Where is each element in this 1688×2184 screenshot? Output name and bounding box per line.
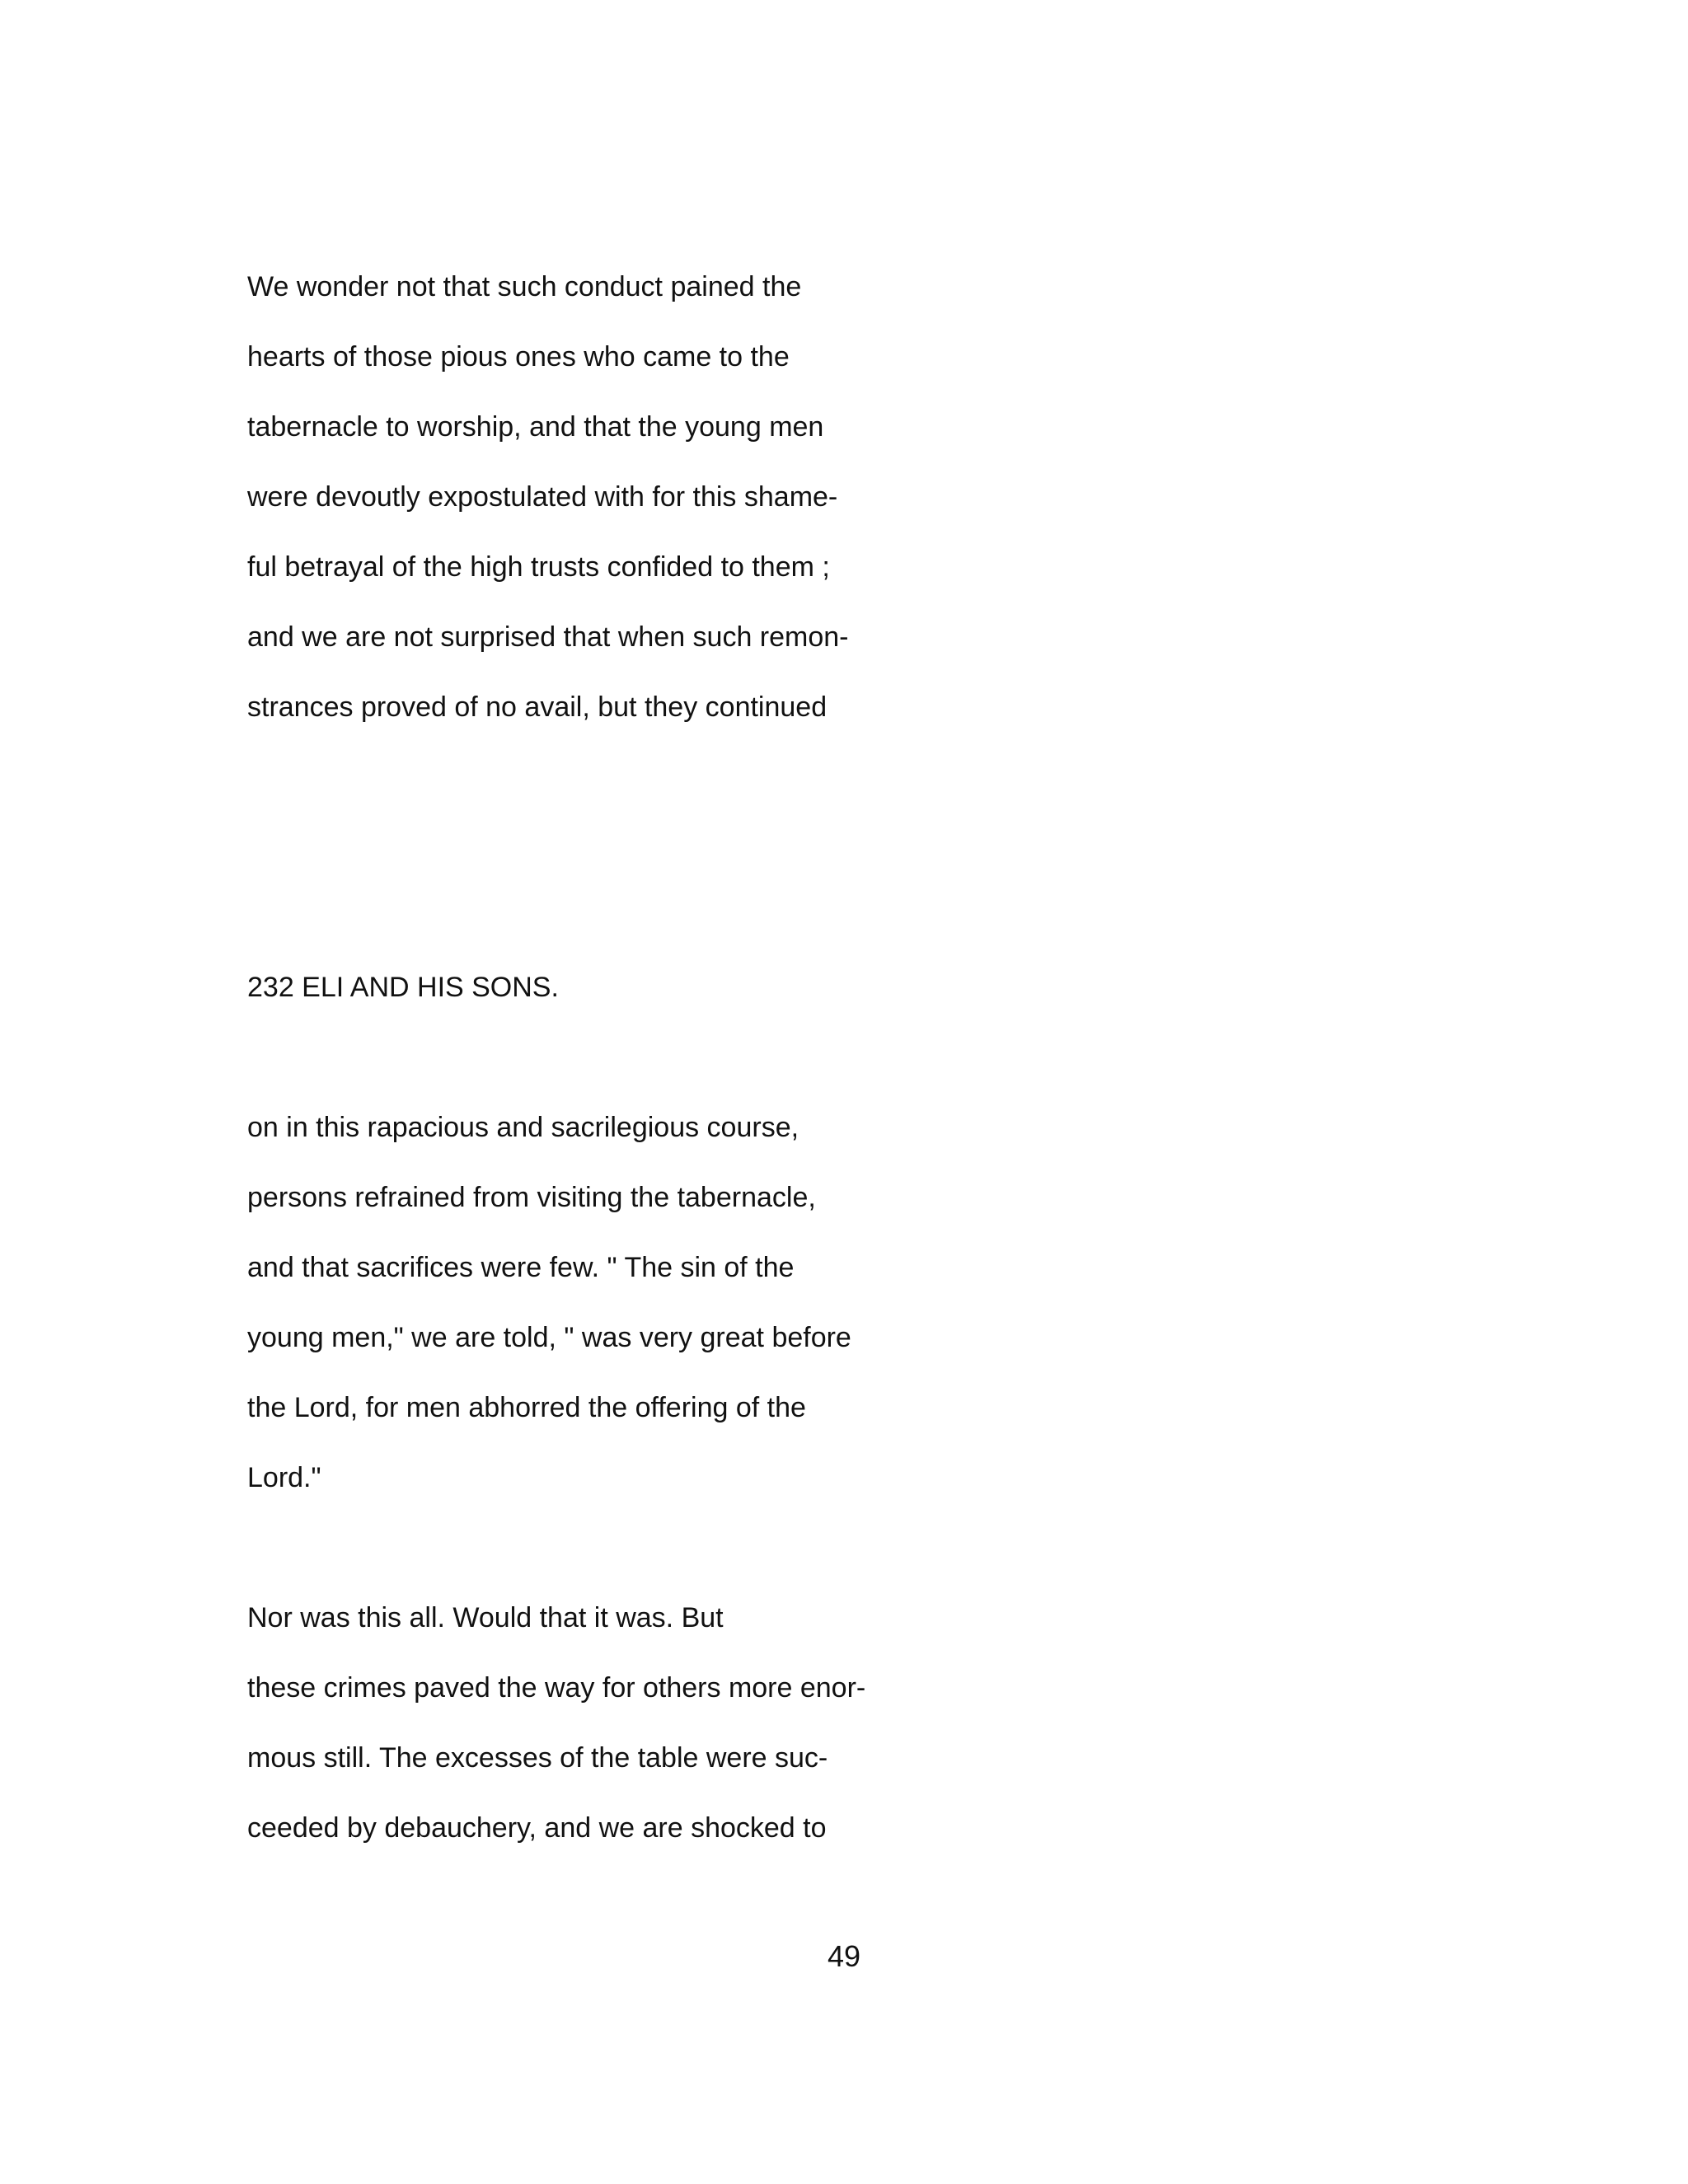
text-line: were devoutly expostulated with for this shame- (247, 481, 838, 513)
text-line: ceeded by debauchery, and we are shocked to (247, 1812, 827, 1844)
text-line: mous still. The excesses of the table were suc- (247, 1742, 828, 1774)
text-line: on in this rapacious and sacrilegious course, (247, 1112, 799, 1143)
text-line: Nor was this all. Would that it was. But (247, 1602, 724, 1633)
text-line: persons refrained from visiting the tabernacle, (247, 1182, 816, 1213)
running-header: 232 ELI AND HIS SONS. (247, 972, 559, 1003)
text-line: tabernacle to worship, and that the young men (247, 411, 824, 443)
text-line: the Lord, for men abhorred the offering of the (247, 1392, 806, 1423)
text-line: strances proved of no avail, but they continued (247, 691, 828, 723)
text-line: and we are not surprised that when such remon- (247, 621, 849, 653)
text-line: these crimes paved the way for others more enor- (247, 1672, 866, 1704)
page-number: 49 (827, 1939, 861, 1973)
text-line: hearts of those pious ones who came to the (247, 341, 790, 373)
text-line: Lord." (247, 1462, 321, 1493)
text-line: ful betrayal of the high trusts confided to them ; (247, 551, 830, 583)
text-line: and that sacrifices were few. " The sin of the (247, 1252, 795, 1283)
text-line: We wonder not that such conduct pained the (247, 271, 802, 302)
text-line: young men," we are told, " was very great before (247, 1322, 851, 1353)
